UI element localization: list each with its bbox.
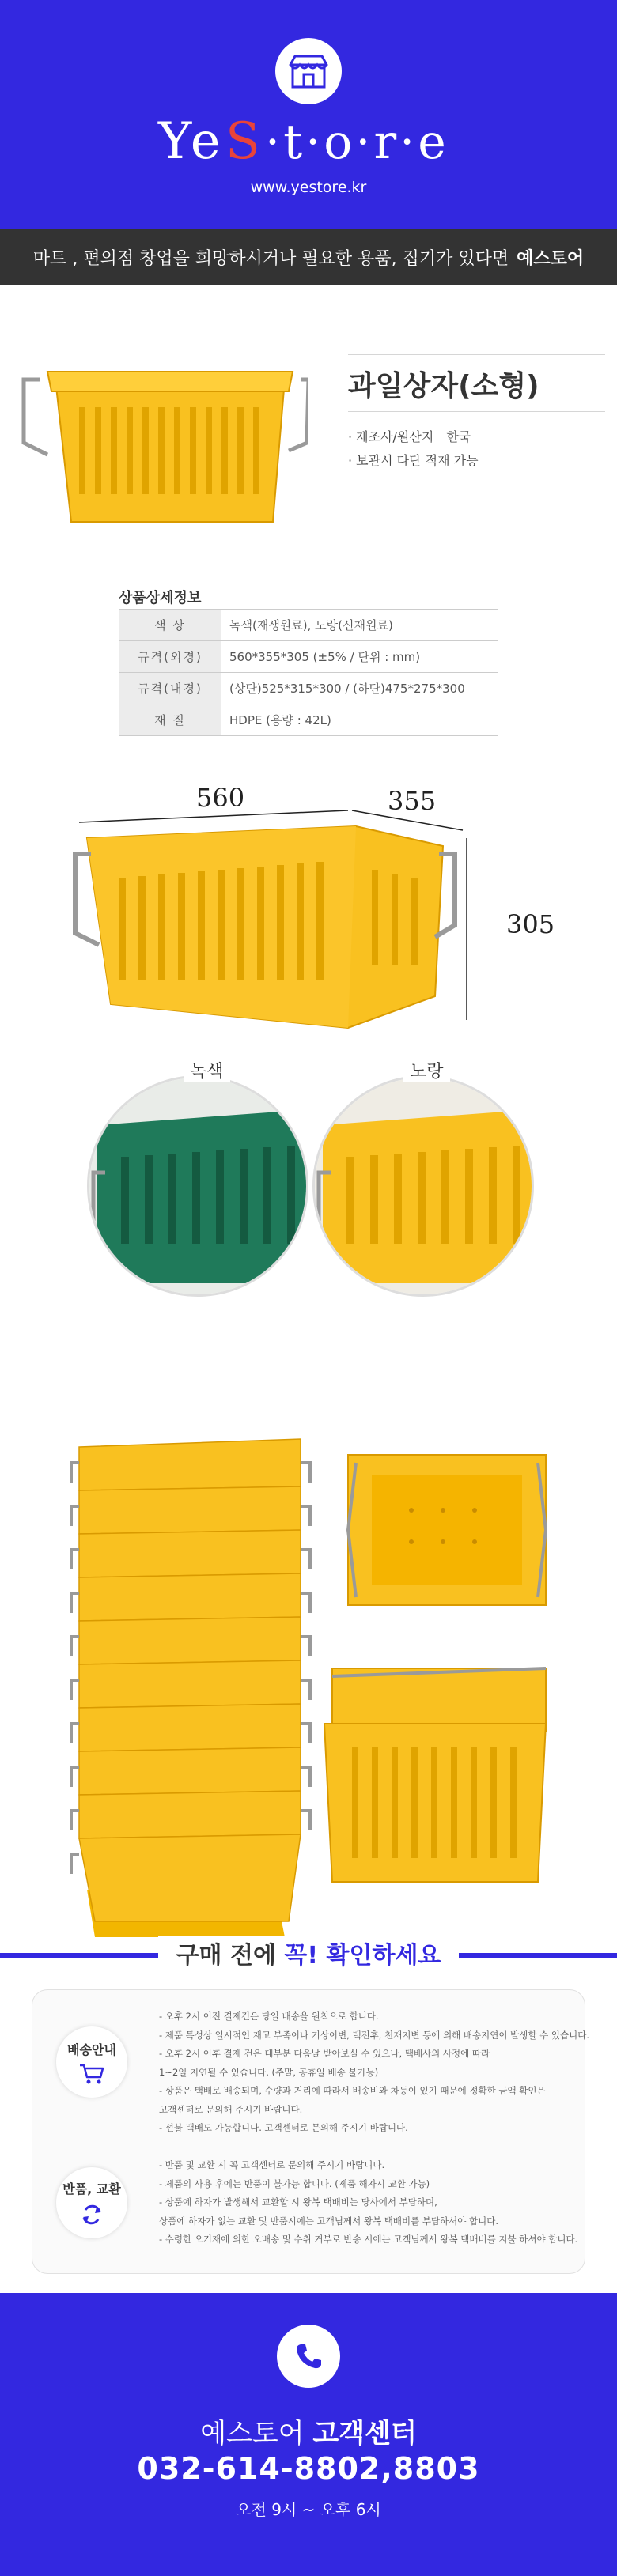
table-row xyxy=(119,641,498,673)
yellow-label: 노랑 xyxy=(403,1058,450,1082)
list-item: - 오후 2시 이전 결제건은 당일 배송을 원칙으로 합니다. xyxy=(159,2011,379,2022)
shipping-lines xyxy=(159,2008,589,2138)
returns-label: 반품, 교환 xyxy=(62,2181,121,2196)
spec-item xyxy=(348,449,479,473)
list-item: - 수령한 오기재에 의한 오배송 및 수취 거부로 반송 시에는 고객님께서 왕복 택배비를 지불 하셔야 합니다. xyxy=(159,2234,578,2246)
shipping-badge xyxy=(56,2026,127,2098)
spec-table-heading: 상품상세정보 xyxy=(119,590,202,606)
notice-title-prefix: 구매 전에 xyxy=(176,1942,276,1970)
table-row xyxy=(119,610,498,641)
customer-phone[interactable]: 032-614-8802,8803 xyxy=(137,2451,480,2486)
dimension-height: 305 xyxy=(506,909,555,939)
product-photo xyxy=(16,348,308,553)
table-row xyxy=(119,704,498,736)
returns-badge xyxy=(56,2167,127,2238)
center-label: 고객센터 xyxy=(312,2418,417,2449)
list-item: - 오후 2시 이후 결제 건은 대부분 다음날 받아보실 수 있으나, 택배사의 사정에 따라 xyxy=(159,2048,490,2060)
stacked-crates-tower xyxy=(71,1439,310,1937)
row-label: 재 질 xyxy=(119,704,221,736)
product-spec-list xyxy=(348,425,479,474)
stacking-photos xyxy=(0,1352,617,1953)
nested-crates-photo xyxy=(324,1668,546,1882)
row-value: (상단)525*315*300 / (하단)475*275*300 xyxy=(221,673,498,704)
green-crate-circle xyxy=(87,1075,308,1297)
site-logo[interactable] xyxy=(0,109,617,172)
business-hours: 오전 9시 ~ 오후 6시 xyxy=(236,2500,381,2519)
svg-text:Ye: Ye xyxy=(158,112,224,171)
spec-table-section xyxy=(0,585,617,783)
spec-table xyxy=(119,609,498,736)
list-item: 1~2일 지연될 수 있습니다. (주말, 공휴일 배송 불가능) xyxy=(159,2066,379,2078)
tagline-brand: 예스토어 xyxy=(517,248,585,269)
crate-top-view xyxy=(348,1455,546,1605)
store-icon xyxy=(275,38,342,104)
dimension-depth: 355 xyxy=(388,786,437,816)
notice-title-accent: 꼭! xyxy=(284,1942,319,1970)
recycle-icon xyxy=(79,2202,104,2227)
site-header xyxy=(0,0,617,229)
crate-dimension-photo xyxy=(63,806,490,1044)
row-label: 규격(외경) xyxy=(119,641,221,673)
svg-text:·t·o·r·e: ·t·o·r·e xyxy=(265,115,449,170)
yellow-crate-circle xyxy=(312,1075,534,1297)
list-item: - 반품 및 교환 시 꼭 고객센터로 문의해 주시기 바랍니다. xyxy=(159,2159,385,2170)
spec-item xyxy=(348,425,479,449)
tagline-text: 마트 , 편의점 창업을 희망하시거나 필요한 용품, 집기가 있다면 xyxy=(32,248,509,269)
product-title: 과일상자(소형) xyxy=(348,370,539,402)
row-label: 색 상 xyxy=(119,610,221,641)
green-label: 녹색 xyxy=(184,1058,230,1082)
list-item: - 제품 특성상 일시적인 재고 부족이나 기상이변, 택전후, 천재지변 등에 의해 배송지연이 발생할 수 있습니다. xyxy=(159,2029,589,2041)
row-value: HDPE (용량 : 42L) xyxy=(221,704,498,736)
list-item: 상품에 하자가 없는 교환 및 반품시에는 고객님께서 왕복 택배비를 부담하셔야 합니다. xyxy=(159,2215,499,2227)
phone-icon[interactable] xyxy=(277,2325,340,2388)
company-name: 예스토어 xyxy=(200,2418,305,2449)
customer-center-title xyxy=(0,2412,617,2450)
list-item: - 상품은 택배로 배송되며, 수량과 거리에 따라서 배송비와 차등이 있기 때문에 정확한 금액 확인은 xyxy=(159,2085,546,2097)
tagline-bar xyxy=(0,229,617,285)
shipping-label: 배송안내 xyxy=(67,2042,116,2057)
spec-label: · 보관시 다단 적재 가능 xyxy=(348,453,479,469)
dimension-drawing xyxy=(0,783,617,1044)
purchase-notice xyxy=(0,1942,617,2293)
list-item: - 제품의 사용 후에는 반품이 불가능 합니다. (제품 해자시 교환 가능) xyxy=(159,2178,430,2189)
list-item: - 선불 택배도 가능합니다. 고객센터로 문의해 주시기 바랍니다. xyxy=(159,2122,408,2134)
svg-text:S: S xyxy=(225,112,263,171)
row-value: 560*355*305 (±5% / 단위 : mm) xyxy=(221,641,498,673)
title-divider-top xyxy=(348,354,605,355)
returns-lines xyxy=(159,2156,577,2249)
notice-title xyxy=(158,1936,459,1970)
list-item: - 상품에 하자가 발생해서 교환할 시 왕복 택배비는 당사에서 부담하며, xyxy=(159,2196,437,2208)
title-divider-bottom xyxy=(348,411,605,412)
notice-title-suffix: 확인하세요 xyxy=(326,1942,441,1970)
site-url[interactable]: www.yestore.kr xyxy=(250,179,367,196)
product-intro xyxy=(0,285,617,585)
dimension-width: 560 xyxy=(196,783,245,813)
cart-icon xyxy=(78,2063,105,2085)
notice-box xyxy=(32,1989,589,2274)
table-row xyxy=(119,673,498,704)
stacked-crates-photo xyxy=(0,1352,617,1953)
spec-value: 한국 xyxy=(446,429,471,444)
row-label: 규격(내경) xyxy=(119,673,221,704)
customer-center-footer xyxy=(0,2293,617,2576)
list-item: 고객센터로 문의해 주시기 바랍니다. xyxy=(159,2103,303,2115)
color-options xyxy=(0,1044,617,1352)
spec-label: · 제조사/원산지 xyxy=(348,429,434,444)
row-value: 녹색(재생원료), 노랑(신재원료) xyxy=(221,610,498,641)
